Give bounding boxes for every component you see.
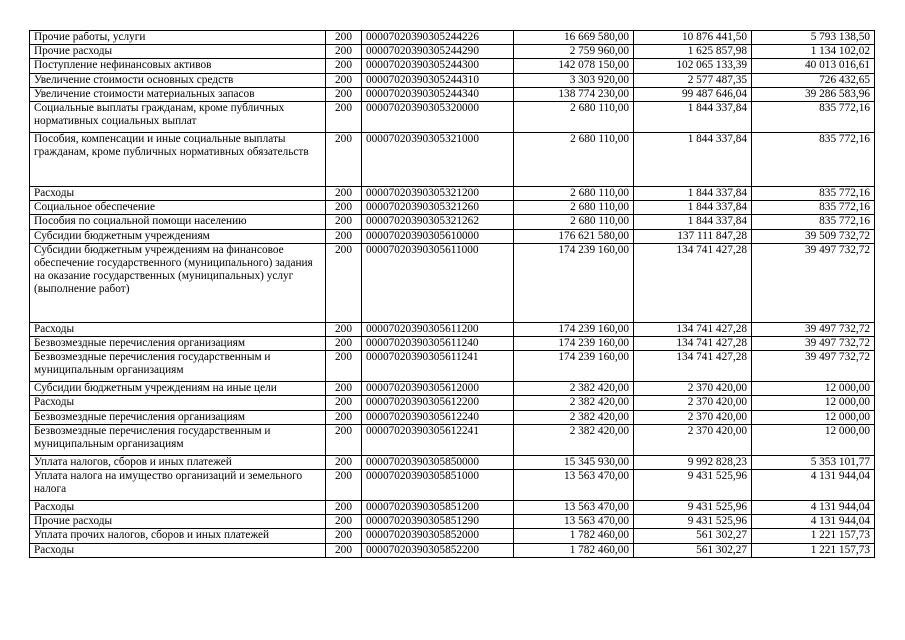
- row-executed: 134 741 427,28: [634, 351, 752, 382]
- row-approved: 1 782 460,00: [514, 529, 634, 543]
- row-code: 200: [326, 87, 362, 101]
- table-row: [30, 243, 875, 322]
- row-code: 200: [326, 73, 362, 87]
- row-name: Расходы: [30, 187, 326, 201]
- row-name: Безвозмездные перечисления государственным и муниципальным организациям: [30, 351, 326, 382]
- row-unexecuted: 835 772,16: [752, 187, 875, 201]
- row-executed: 102 065 133,39: [634, 59, 752, 73]
- row-kbk: 00007020390305321260: [362, 201, 514, 215]
- row-kbk: 00007020390305244290: [362, 45, 514, 59]
- row-executed: 10 876 441,50: [634, 31, 752, 45]
- row-unexecuted: 1 134 102,02: [752, 45, 875, 59]
- row-name: Увеличение стоимости основных средств: [30, 73, 326, 87]
- row-unexecuted: 835 772,16: [752, 102, 875, 133]
- row-kbk: 00007020390305612200: [362, 396, 514, 410]
- row-code: 200: [326, 455, 362, 469]
- row-name: Расходы: [30, 396, 326, 410]
- row-unexecuted: 39 509 732,72: [752, 229, 875, 243]
- row-name: Прочие работы, услуги: [30, 31, 326, 45]
- table-row: [30, 87, 875, 101]
- row-kbk: 00007020390305321000: [362, 133, 514, 187]
- row-code: 200: [326, 187, 362, 201]
- row-approved: 2 680 110,00: [514, 102, 634, 133]
- row-executed: 9 431 525,96: [634, 501, 752, 515]
- row-name: Увеличение стоимости материальных запасов: [30, 87, 326, 101]
- table-row: [30, 133, 875, 187]
- row-executed: 9 431 525,96: [634, 470, 752, 501]
- row-approved: 174 239 160,00: [514, 243, 634, 322]
- row-unexecuted: 39 286 583,96: [752, 87, 875, 101]
- row-name: Субсидии бюджетным учреждениям на финансовое обеспечение государственного (муниципального) задания на оказание государственных (муниципальных) услуг (выполнение работ): [30, 243, 326, 322]
- table-row: [30, 543, 875, 557]
- row-name: Социальные выплаты гражданам, кроме публичных нормативных социальных выплат: [30, 102, 326, 133]
- row-code: 200: [326, 133, 362, 187]
- table-body: [30, 31, 875, 558]
- row-name: Прочие расходы: [30, 45, 326, 59]
- row-executed: 2 370 420,00: [634, 424, 752, 455]
- table-row: [30, 187, 875, 201]
- row-name: Поступление нефинансовых активов: [30, 59, 326, 73]
- row-approved: 2 680 110,00: [514, 215, 634, 229]
- row-executed: 1 844 337,84: [634, 133, 752, 187]
- row-executed: 2 577 487,35: [634, 73, 752, 87]
- row-code: 200: [326, 45, 362, 59]
- row-kbk: 00007020390305612240: [362, 410, 514, 424]
- row-name: Расходы: [30, 501, 326, 515]
- row-name: Субсидии бюджетным учреждениям на иные цели: [30, 382, 326, 396]
- row-unexecuted: 39 497 732,72: [752, 243, 875, 322]
- table-row: [30, 529, 875, 543]
- table-row: [30, 470, 875, 501]
- row-unexecuted: 4 131 944,04: [752, 515, 875, 529]
- row-executed: 9 992 828,23: [634, 455, 752, 469]
- row-kbk: 00007020390305321200: [362, 187, 514, 201]
- row-name: Социальное обеспечение: [30, 201, 326, 215]
- row-unexecuted: 835 772,16: [752, 133, 875, 187]
- table-row: [30, 73, 875, 87]
- table-row: [30, 396, 875, 410]
- table-row: [30, 501, 875, 515]
- row-code: 200: [326, 201, 362, 215]
- row-unexecuted: 40 013 016,61: [752, 59, 875, 73]
- row-approved: 2 680 110,00: [514, 187, 634, 201]
- row-code: 200: [326, 470, 362, 501]
- row-approved: 16 669 580,00: [514, 31, 634, 45]
- row-code: 200: [326, 410, 362, 424]
- row-kbk: 00007020390305851000: [362, 470, 514, 501]
- row-code: 200: [326, 351, 362, 382]
- row-kbk: 00007020390305321262: [362, 215, 514, 229]
- row-executed: 2 370 420,00: [634, 382, 752, 396]
- row-code: 200: [326, 424, 362, 455]
- row-executed: 1 844 337,84: [634, 102, 752, 133]
- row-code: 200: [326, 102, 362, 133]
- row-executed: 134 741 427,28: [634, 337, 752, 351]
- row-name: Пособия, компенсации и иные социальные выплаты гражданам, кроме публичных нормативных обязательств: [30, 133, 326, 187]
- row-approved: 13 563 470,00: [514, 515, 634, 529]
- row-kbk: 00007020390305244340: [362, 87, 514, 101]
- row-kbk: 00007020390305852000: [362, 529, 514, 543]
- row-code: 200: [326, 59, 362, 73]
- table-row: [30, 59, 875, 73]
- row-name: Безвозмездные перечисления государственным и муниципальным организациям: [30, 424, 326, 455]
- row-code: 200: [326, 215, 362, 229]
- table-row: [30, 102, 875, 133]
- row-unexecuted: 12 000,00: [752, 410, 875, 424]
- row-code: 200: [326, 337, 362, 351]
- row-kbk: 00007020390305244226: [362, 31, 514, 45]
- row-approved: 15 345 930,00: [514, 455, 634, 469]
- row-approved: 176 621 580,00: [514, 229, 634, 243]
- row-approved: 2 382 420,00: [514, 410, 634, 424]
- row-approved: 2 680 110,00: [514, 201, 634, 215]
- row-unexecuted: 1 221 157,73: [752, 543, 875, 557]
- row-approved: 2 680 110,00: [514, 133, 634, 187]
- row-executed: 1 844 337,84: [634, 187, 752, 201]
- row-executed: 561 302,27: [634, 529, 752, 543]
- table-row: [30, 31, 875, 45]
- row-unexecuted: 5 353 101,77: [752, 455, 875, 469]
- row-kbk: 00007020390305612241: [362, 424, 514, 455]
- row-kbk: 00007020390305851200: [362, 501, 514, 515]
- row-approved: 13 563 470,00: [514, 501, 634, 515]
- row-executed: 134 741 427,28: [634, 322, 752, 336]
- row-unexecuted: 4 131 944,04: [752, 470, 875, 501]
- row-approved: 142 078 150,00: [514, 59, 634, 73]
- row-executed: 1 844 337,84: [634, 215, 752, 229]
- row-kbk: 00007020390305611200: [362, 322, 514, 336]
- row-name: Безвозмездные перечисления организациям: [30, 337, 326, 351]
- row-kbk: 00007020390305611000: [362, 243, 514, 322]
- row-kbk: 00007020390305320000: [362, 102, 514, 133]
- row-approved: 174 239 160,00: [514, 337, 634, 351]
- row-unexecuted: 12 000,00: [752, 382, 875, 396]
- row-code: 200: [326, 243, 362, 322]
- row-name: Прочие расходы: [30, 515, 326, 529]
- row-executed: 561 302,27: [634, 543, 752, 557]
- row-code: 200: [326, 529, 362, 543]
- table-row: [30, 424, 875, 455]
- table-row: [30, 410, 875, 424]
- budget-execution-table: [29, 30, 875, 558]
- row-approved: 2 382 420,00: [514, 424, 634, 455]
- row-approved: 174 239 160,00: [514, 351, 634, 382]
- row-kbk: 00007020390305850000: [362, 455, 514, 469]
- row-name: Уплата налога на имущество организаций и земельного налога: [30, 470, 326, 501]
- row-executed: 2 370 420,00: [634, 396, 752, 410]
- row-code: 200: [326, 322, 362, 336]
- table-row: [30, 382, 875, 396]
- row-name: Уплата налогов, сборов и иных платежей: [30, 455, 326, 469]
- row-executed: 137 111 847,28: [634, 229, 752, 243]
- row-code: 200: [326, 501, 362, 515]
- table-row: [30, 351, 875, 382]
- row-code: 200: [326, 229, 362, 243]
- table-row: [30, 337, 875, 351]
- row-approved: 2 382 420,00: [514, 396, 634, 410]
- row-executed: 1 625 857,98: [634, 45, 752, 59]
- row-kbk: 00007020390305852200: [362, 543, 514, 557]
- row-unexecuted: 1 221 157,73: [752, 529, 875, 543]
- row-unexecuted: 39 497 732,72: [752, 337, 875, 351]
- row-approved: 138 774 230,00: [514, 87, 634, 101]
- row-kbk: 00007020390305244300: [362, 59, 514, 73]
- row-kbk: 00007020390305612000: [362, 382, 514, 396]
- row-unexecuted: 39 497 732,72: [752, 322, 875, 336]
- table-row: [30, 455, 875, 469]
- row-executed: 2 370 420,00: [634, 410, 752, 424]
- row-name: Субсидии бюджетным учреждениям: [30, 229, 326, 243]
- row-code: 200: [326, 543, 362, 557]
- row-approved: 13 563 470,00: [514, 470, 634, 501]
- row-code: 200: [326, 515, 362, 529]
- table-row: [30, 215, 875, 229]
- table-row: [30, 201, 875, 215]
- row-unexecuted: 835 772,16: [752, 201, 875, 215]
- row-unexecuted: 12 000,00: [752, 396, 875, 410]
- row-name: Расходы: [30, 543, 326, 557]
- row-code: 200: [326, 382, 362, 396]
- table-row: [30, 322, 875, 336]
- row-executed: 9 431 525,96: [634, 515, 752, 529]
- row-kbk: 00007020390305610000: [362, 229, 514, 243]
- row-unexecuted: 835 772,16: [752, 215, 875, 229]
- row-name: Безвозмездные перечисления организациям: [30, 410, 326, 424]
- row-unexecuted: 39 497 732,72: [752, 351, 875, 382]
- row-executed: 99 487 646,04: [634, 87, 752, 101]
- row-code: 200: [326, 396, 362, 410]
- row-unexecuted: 726 432,65: [752, 73, 875, 87]
- row-approved: 3 303 920,00: [514, 73, 634, 87]
- row-unexecuted: 4 131 944,04: [752, 501, 875, 515]
- row-name: Пособия по социальной помощи населению: [30, 215, 326, 229]
- row-approved: 2 382 420,00: [514, 382, 634, 396]
- row-executed: 134 741 427,28: [634, 243, 752, 322]
- table-row: [30, 515, 875, 529]
- row-unexecuted: 12 000,00: [752, 424, 875, 455]
- row-code: 200: [326, 31, 362, 45]
- row-unexecuted: 5 793 138,50: [752, 31, 875, 45]
- row-approved: 2 759 960,00: [514, 45, 634, 59]
- row-name: Уплата прочих налогов, сборов и иных платежей: [30, 529, 326, 543]
- row-approved: 174 239 160,00: [514, 322, 634, 336]
- table-row: [30, 229, 875, 243]
- row-kbk: 00007020390305611240: [362, 337, 514, 351]
- table-row: [30, 45, 875, 59]
- row-kbk: 00007020390305244310: [362, 73, 514, 87]
- row-kbk: 00007020390305611241: [362, 351, 514, 382]
- row-name: Расходы: [30, 322, 326, 336]
- row-approved: 1 782 460,00: [514, 543, 634, 557]
- budget-report-page: [29, 30, 874, 558]
- row-executed: 1 844 337,84: [634, 201, 752, 215]
- row-kbk: 00007020390305851290: [362, 515, 514, 529]
